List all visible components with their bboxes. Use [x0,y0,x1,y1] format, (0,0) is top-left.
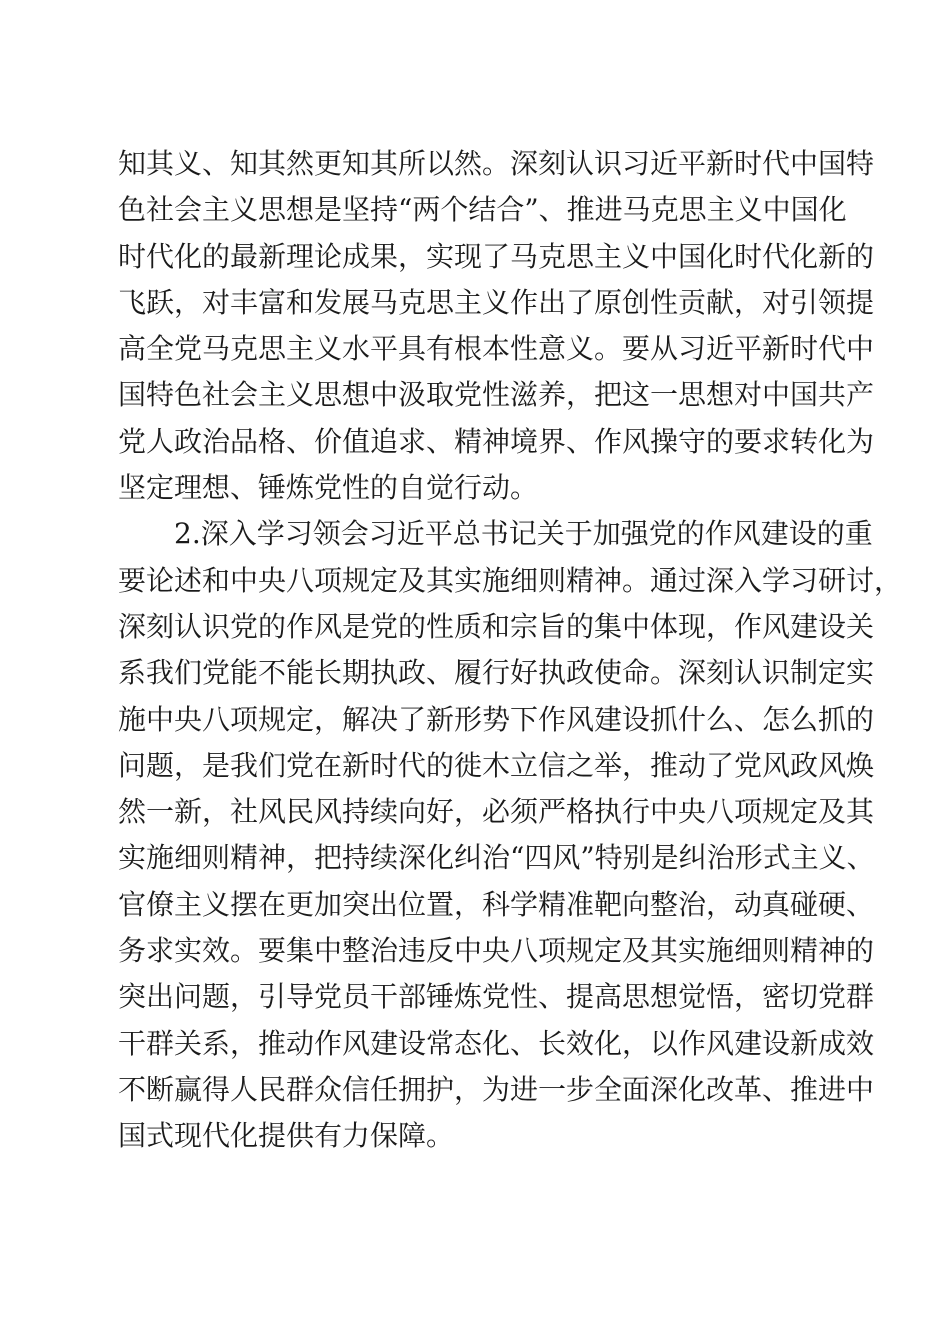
text-line: 不断赢得人民群众信任拥护，为进一步全面深化改革、推进中 [118,1072,875,1106]
text-line: 党人政治品格、价值追求、精神境界、作风操守的要求转化为 [118,424,875,458]
text-line: 知其义、知其然更知其所以然。深刻认识习近平新时代中国特 [118,147,875,180]
text-line: 坚定理想、锤炼党性的自觉行动。 [118,471,539,505]
text-line: 国式现代化提供有力保障。 [118,1119,455,1153]
text-line: 施中央八项规定，解决了新形势下作风建设抓什么、怎么抓的 [118,702,875,736]
text-line: 干群关系，推动作风建设常态化、长效化，以作风建设新成效 [118,1026,875,1060]
paragraph-2 [118,511,903,1159]
text-line: 色社会主义思想是坚持“两个结合”、推进马克思主义中国化 [118,193,847,227]
text-line: 飞跃，对丰富和发展马克思主义作出了原创性贡献，对引领提 [118,285,875,319]
text-line: 实施细则精神，把持续深化纠治“四风”特别是纠治形式主义、 [118,841,875,875]
paragraph-1 [118,141,875,511]
text-line: 2.深入学习领会习近平总书记关于加强党的作风建设的重 [118,517,873,551]
text-line: 系我们党能不能长期执政、履行好执政使命。深刻认识制定实 [118,656,875,690]
text-line: 时代化的最新理论成果，实现了马克思主义中国化时代化新的 [118,239,875,273]
document-body [118,141,903,1160]
text-line: 突出问题，引导党员干部锤炼党性、提高思想觉悟，密切党群 [118,980,875,1014]
text-line: 深刻认识党的作风是党的性质和宗旨的集中体现，作风建设关 [118,609,875,643]
text-line: 务求实效。要集中整治违反中央八项规定及其实施细则精神的 [118,934,875,968]
text-line: 要论述和中央八项规定及其实施细则精神。通过深入学习研讨， [118,563,903,597]
text-line: 然一新，社风民风持续向好，必须严格执行中央八项规定及其 [118,795,875,829]
text-line: 官僚主义摆在更加突出位置，科学精准靶向整治，动真碰硬、 [118,887,875,921]
text-line: 问题，是我们党在新时代的徙木立信之举，推动了党风政风焕 [118,748,875,782]
text-line: 国特色社会主义思想中汲取党性滋养，把这一思想对中国共产 [118,378,875,412]
text-line: 高全党马克思主义水平具有根本性意义。要从习近平新时代中 [118,332,875,366]
